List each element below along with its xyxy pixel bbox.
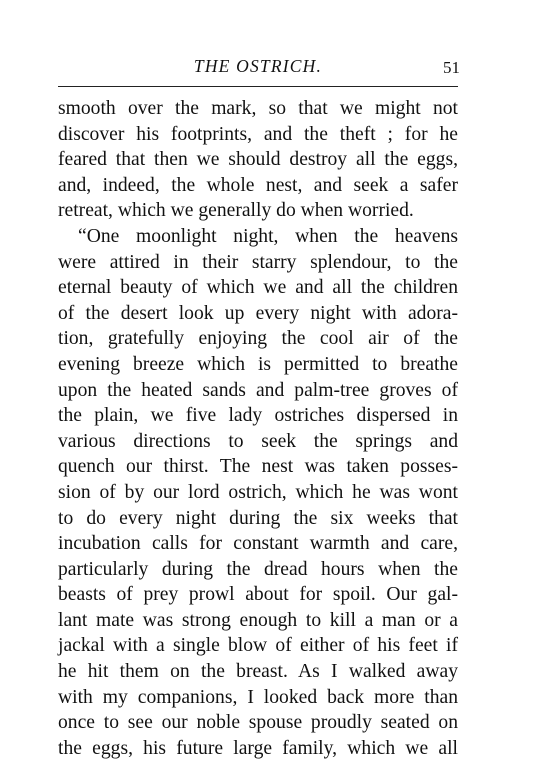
body-text xyxy=(58,96,458,761)
text-line: upon the heated sands and palm-tree groves of xyxy=(58,379,458,401)
text-line: particularly during the dread hours when the xyxy=(58,558,458,580)
text-line: tion, gratefully enjoying the cool air of the xyxy=(58,328,458,350)
text-line: with my companions, I looked back more than xyxy=(58,686,458,708)
text-line: to do every night during the six weeks that xyxy=(58,507,458,529)
text-line: of the desert look up every night with adora- xyxy=(58,302,458,324)
text-line: sion of by our lord ostrich, which he was wont xyxy=(58,481,458,503)
paragraph xyxy=(58,96,458,224)
text-line: the eggs, his future large family, which we all xyxy=(58,737,458,759)
text-line: feared that then we should destroy all the eggs, xyxy=(58,149,458,171)
text-line: discover his footprints, and the theft ; for he xyxy=(58,123,458,145)
text-line: smooth over the mark, so that we might not xyxy=(58,98,458,119)
running-header xyxy=(58,52,458,78)
text-line: were attired in their starry splendour, to the xyxy=(58,251,458,273)
page-number: 51 xyxy=(443,58,460,77)
paragraph xyxy=(58,224,458,761)
text-line: he hit them on the breast. As I walked away xyxy=(58,661,458,683)
text-line: evening breeze which is permitted to breathe xyxy=(58,353,458,375)
running-title: THE OSTRICH. xyxy=(193,56,323,76)
header-rule xyxy=(58,86,458,87)
text-line: jackal with a single blow of either of his feet if xyxy=(58,635,458,657)
text-line: once to see our noble spouse proudly seated on xyxy=(58,712,458,734)
text-line: incubation calls for constant warmth and care, xyxy=(58,533,458,555)
text-line: lant mate was strong enough to kill a man or a xyxy=(58,609,458,631)
text-line: various directions to seek the springs and xyxy=(58,430,458,452)
text-line: beasts of prey prowl about for spoil. Our gal- xyxy=(58,584,458,606)
text-line: quench our thirst. The nest was taken posses- xyxy=(58,456,458,478)
text-line: eternal beauty of which we and all the children xyxy=(58,277,458,299)
text-line: the plain, we five lady ostriches dispersed in xyxy=(58,405,458,427)
text-line: “One moonlight night, when the heavens xyxy=(78,225,458,247)
text-line: and, indeed, the whole nest, and seek a safer xyxy=(58,174,458,196)
text-line: retreat, which we generally do when worried. xyxy=(58,200,414,222)
